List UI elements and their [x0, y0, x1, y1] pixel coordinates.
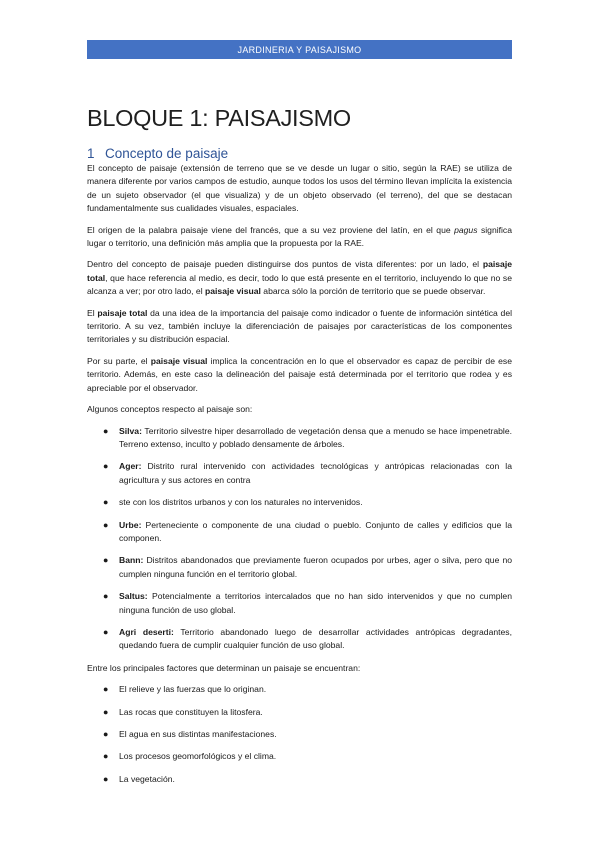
list-item: [87, 626, 512, 653]
concept-term: Ager:: [119, 461, 142, 472]
concept-text: Territorio abandonado luego de desarrollar actividades antrópicas degradantes, quedando fuera de cumplir cualquier función de uso global.: [119, 626, 512, 651]
paragraph-4: [87, 307, 512, 347]
bullet-icon: ●: [103, 555, 109, 566]
section-number: 1: [87, 146, 95, 161]
bullet-icon: ●: [103, 773, 109, 784]
concept-text: ste con los distritos urbanos y con los naturales no intervenidos.: [119, 497, 363, 508]
paragraph-6: Algunos conceptos respecto al paisaje son:: [87, 404, 253, 415]
concept-term: Agri deserti:: [119, 626, 174, 637]
concept-term: Urbe:: [119, 519, 142, 530]
bold-term: paisaje visual: [150, 355, 208, 366]
factor-text: Los procesos geomorfológicos y el clima.: [119, 751, 277, 762]
bold-term: paisaje total: [87, 259, 512, 283]
paragraph-1: El concepto de paisaje (extensión de terreno que se ve desde un lugar o sitio, según la RAE) se utiliza de manera diferente por varios campos de estudio, aunque todos los usos del término llevan implícita la existencia de un sujeto observador (el que visualiza) y de un objeto observado (el terreno), del que se destacan fundamentalmente sus cualidades visuales, espaciales.: [87, 163, 512, 214]
factor-text: Las rocas que constituyen la litosfera.: [119, 706, 263, 717]
list-item: [87, 750, 512, 763]
factor-text: El relieve y las fuerzas que lo originan.: [119, 684, 267, 695]
bullet-icon: ●: [103, 461, 109, 472]
concept-term: Bann:: [119, 555, 144, 566]
text-run: da una idea de la importancia del paisaje como indicador o fuente de información sintética del territorio. A su vez, también incluye la diferenciación de paisajes por características de los componentes territoriales y su distribución espacial.: [87, 307, 513, 345]
bullet-icon: ●: [103, 626, 109, 637]
bullet-icon: ●: [103, 497, 109, 508]
text-run: El: [87, 307, 98, 318]
list-item: [87, 590, 512, 617]
concept-term: Silva:: [119, 425, 142, 436]
paragraph-7: Entre los principales factores que determinan un paisaje se encuentran:: [87, 662, 361, 673]
list-item: [87, 460, 512, 487]
text-run: abarca sólo la porción de territorio que se puede observar.: [260, 286, 486, 297]
concept-term: Saltus:: [119, 591, 148, 602]
text-run: implica la concentración en lo que el observador es capaz de percibir de ese territorio. Además, en este caso la delineación del paisaje está determinada por el territorio que rodea y es apreciable por el observador.: [87, 355, 512, 393]
bullet-icon: ●: [103, 751, 109, 762]
section-title: Concepto de paisaje: [105, 146, 229, 161]
list-item: [87, 554, 512, 581]
bullet-icon: ●: [103, 729, 109, 739]
list-item: [87, 496, 512, 509]
document-header: [87, 40, 512, 59]
bullet-icon: ●: [103, 684, 109, 695]
concept-text: Territorio silvestre hiper desarrollado de vegetación densa que a menudo se hace impenetrable. Terreno extenso, inculto y poblado densamente de árboles.: [119, 425, 512, 449]
list-item: [87, 519, 512, 546]
bold-term: paisaje total: [97, 307, 148, 318]
factors-list: [87, 683, 512, 786]
paragraph-5: [87, 355, 512, 395]
header-title: JARDINERIA Y PAISAJISMO: [237, 44, 362, 55]
bold-term: paisaje visual: [205, 286, 261, 297]
bullet-icon: ●: [103, 425, 109, 436]
italic-term: pagus: [454, 224, 478, 235]
page-title: BLOQUE 1: PAISAJISMO: [87, 105, 351, 131]
text-run: Por su parte, el: [87, 355, 151, 366]
concept-text: Distritos abandonados que previamente fueron ocupados por urbes, ager o silva, pero que no cumplen ninguna función en el territorio global.: [119, 555, 512, 579]
text-run: Dentro del concepto de paisaje pueden distinguirse dos puntos de vista diferentes: por un lado, el: [87, 259, 483, 270]
concept-text: Perteneciente o componente de una ciudad o pueblo. Conjunto de calles y edificios que la componen.: [119, 519, 512, 543]
list-item: [87, 706, 512, 719]
concept-text: Potencialmente a territorios intercalados que no han sido intervenidos y que no cumplen ninguna función de uso global.: [119, 591, 512, 615]
factor-text: La vegetación.: [119, 773, 175, 784]
section-heading: [87, 145, 512, 162]
list-item: [87, 773, 512, 786]
bullet-icon: ●: [103, 591, 109, 602]
paragraph-3: [87, 258, 512, 298]
text-run: El origen de la palabra paisaje viene del francés, que a su vez proviene del latín, en el que: [87, 224, 455, 235]
factor-text: El agua en sus distintas manifestaciones.: [119, 729, 277, 739]
list-item: [87, 683, 512, 696]
bullet-icon: ●: [103, 519, 109, 530]
text-run: , que hace referencia al medio, es decir, todo lo que está presente en el territorio, incluyendo lo que no se alcanza a ver; por otro lado, el: [87, 272, 512, 297]
bullet-icon: ●: [103, 706, 109, 717]
concept-text: Distrito rural intervenido con actividades tecnológicas y antrópicas relacionadas con la agricultura y sus actores en contra: [119, 461, 512, 485]
text-run: significa lugar o territorio, una definición más amplia que la propuesta por la RAE.: [87, 224, 513, 249]
paragraph-2: [87, 224, 512, 251]
page-content: [87, 100, 512, 795]
list-item: [87, 425, 512, 452]
concepts-list: [87, 425, 512, 653]
list-item: [87, 728, 512, 741]
